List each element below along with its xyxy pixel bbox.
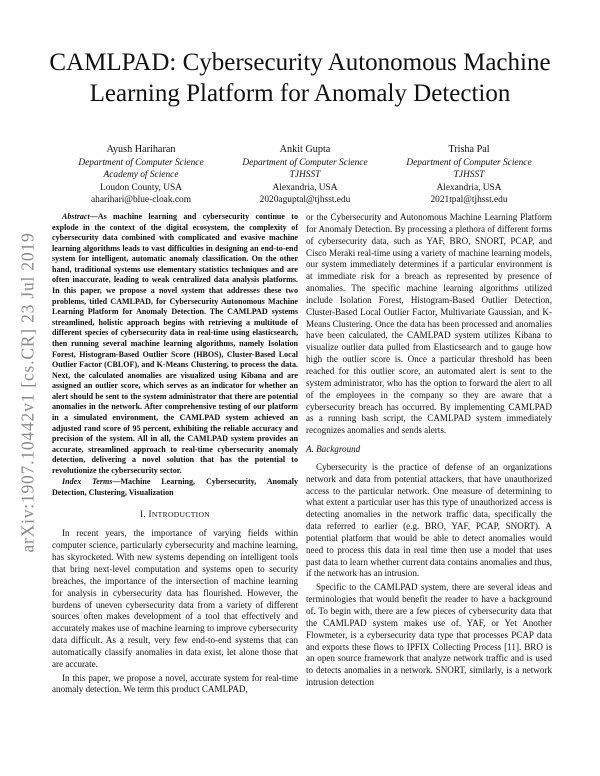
author-department: Department of Computer Science <box>78 157 204 168</box>
right-column <box>306 212 552 689</box>
author-organization: TJHSST <box>289 170 321 181</box>
body-paragraph-continued: or the Cybersecurity and Autonomous Machine Learning Platform for Anomaly Detection. By processing a plethora of different forms of cybersecurity data, such as YAF, BRO, SNORT, PCAP, and Cisco Meraki real-time using a variety of machine learning models, our system immediately determines if a particular environment is at immediate risk for a breach as represented by presence of anomalies. The specific machine learning algorithms utilized include Isolation Forest, Histogram-Based Outlier Detection, Cluster-Based Local Outlier Factor, Multivariate Gaussian, and K-Means Clustering. Once the data has been processed and anomalies have been calculated, the CAMLPAD system utilizes Kibana to visualize outlier data pulled from Elasticsearch and to gauge how high the outlier score is. Once a particular threshold has been reached for this outlier score, an automated alert is sent to the system administrator, who has the option to forward the alert to all of the employees in the company so they are aware that a cybersecurity breach has occurred. By implementing CAMLPAD as a running bash script, the CAMLPAD system immediately recognizes anomalies and sends alerts. <box>306 212 552 436</box>
background-paragraph-1: Cybersecurity is the practice of defense of an organizations network and data from potential attackers, that have unauthorized access to the particular network. One measure of determining to what extent a particular user has this type of unauthorized access is detecting anomalies in the network traffic data, specifically the data referred to earlier (e.g. BRO, YAF, PCAP, SNORT). A potential platform that would be able to detect anomalies would need to process this data in real time then use a model that uses past data to learn whether current data contains anomalies and thus, if the network has an intrusion. <box>306 461 552 579</box>
author-email: 2020aguptal@tjhsst.edu <box>259 195 351 206</box>
background-paragraph-2: Specific to the CAMLPAD system, there are several ideas and terminologies that would benefit the reader to have a background of. To begin with, there are a few pieces of cybersecurity data that the CAMLPAD system makes use of. YAF, or Yet Another Flowmeter, is a cybersecurity data type that processes PCAP data and exports these flows to IPFIX Collecting Process [11]. BRO is an open source framework that analyze network traffic and is used to detects anomalies in a network. SNORT, similarly, is a network intrusion detection <box>306 582 552 688</box>
left-column <box>52 212 298 696</box>
author-name: Ayush Hariharan <box>106 144 176 155</box>
abstract-text: —As machine learning and cybersecurity continue to explode in the context of the digital ecosystem, the complexity of cybersecurity data combined with complicated and evasive machine learning algorithms leads to vast difficulties in designing an end-to-end system for intelligent, automatic anomaly classification. On the other hand, traditional systems use elementary statistics techniques and are often inaccurate, leading to weak centralized data analysis platforms. In this paper, we propose a novel system that addresses these two problems, titled CAMLPAD, for Cybersecurity Autonomous Machine Learning Platform for Anomaly Detection. The CAMLPAD systems streamlined, holistic approach begins with retrieving a multitude of different species of cybersecurity data in real-time using elasticsearch, then running several machine learning algorithms, namely Isolation Forest, Histogram-Based Outlier Score (HBOS), Cluster-Based Local Outlier Factor (CBLOF), and K-Means Clustering, to process the data. Next, the calculated anomalies are visualized using Kibana and are assigned an outlier score, which serves as an indicator for whether an alert should be sent to the system administrator that there are potential anomalies in the network. After comprehensive testing of our platform in a simulated environment, the CAMLPAD system achieved an adjusted rand score of 95 percent, exhibiting the reliable accuracy and precision of the system. All in all, the CAMLPAD system provides an accurate, streamlined approach to real-time cybersecurity anomaly detection, delivering a novel solution that has the potential to revolutionize the cybersecurity sector. <box>52 212 298 475</box>
author-email: aharihari@blue-cloak.com <box>91 195 191 206</box>
author-organization: TJHSST <box>453 170 485 181</box>
author-department: Department of Computer Science <box>406 157 532 168</box>
index-terms-text: —Machine Learning, Cybersecurity, Anomaly Detection, Clustering, Visualization <box>52 477 298 498</box>
author-name: Trisha Pal <box>448 144 490 155</box>
abstract-label: Abstract <box>62 212 90 221</box>
paper-title-line-1: CAMLPAD: Cybersecurity Autonomous Machine <box>49 49 551 76</box>
subsection-heading-background: A. Background <box>306 444 361 455</box>
paper-title <box>40 47 560 109</box>
intro-paragraph-1: In recent years, the importance of varying fields within computer science, particularly cybersecurity and machine learning, has skyrocketed. With new systems depending on intelligent tools that bring next-level computation and systems open to security breaches, the importance of the intersection of machine learning for analysis in cybersecurity data has flourished. However, the burdens of uneven cybersecurity data from a variety of different sources often makes development of a tool that effectively and accurately makes use of machine learning to improve cybersecurity data difficult. As a result, very few end-to-end systems that can automatically classify anomalies in data exist, let alone those that are accurate. <box>52 528 298 669</box>
author-location: Alexandria, USA <box>272 182 338 193</box>
index-terms-label: Index Terms <box>62 477 113 487</box>
author-block-3 <box>384 144 554 207</box>
author-department: Department of Computer Science <box>242 157 368 168</box>
author-location: Alexandria, USA <box>436 182 502 193</box>
author-block-1 <box>56 144 226 207</box>
paper-title-line-2: Learning Platform for Anomaly Detection <box>89 80 511 107</box>
arxiv-identifier-stamp <box>6 212 50 572</box>
section-heading-introduction: I. INTRODUCTION <box>139 508 211 519</box>
arxiv-identifier-text: arXiv:1907.10442v1 [cs.CR] 23 Jul 2019 <box>17 231 38 553</box>
intro-paragraph-2: In this paper, we propose a novel, accurate system for real-time anomaly detection. We term this product CAMLPAD, <box>52 672 298 695</box>
author-block-2 <box>220 144 390 207</box>
author-email: 2021tpal@tjhsst.edu <box>430 195 508 206</box>
index-terms <box>52 477 298 498</box>
author-location: Loudon County, USA <box>100 182 182 193</box>
author-name: Ankit Gupta <box>279 144 331 155</box>
author-organization: Academy of Science <box>103 170 179 181</box>
abstract <box>52 212 298 476</box>
